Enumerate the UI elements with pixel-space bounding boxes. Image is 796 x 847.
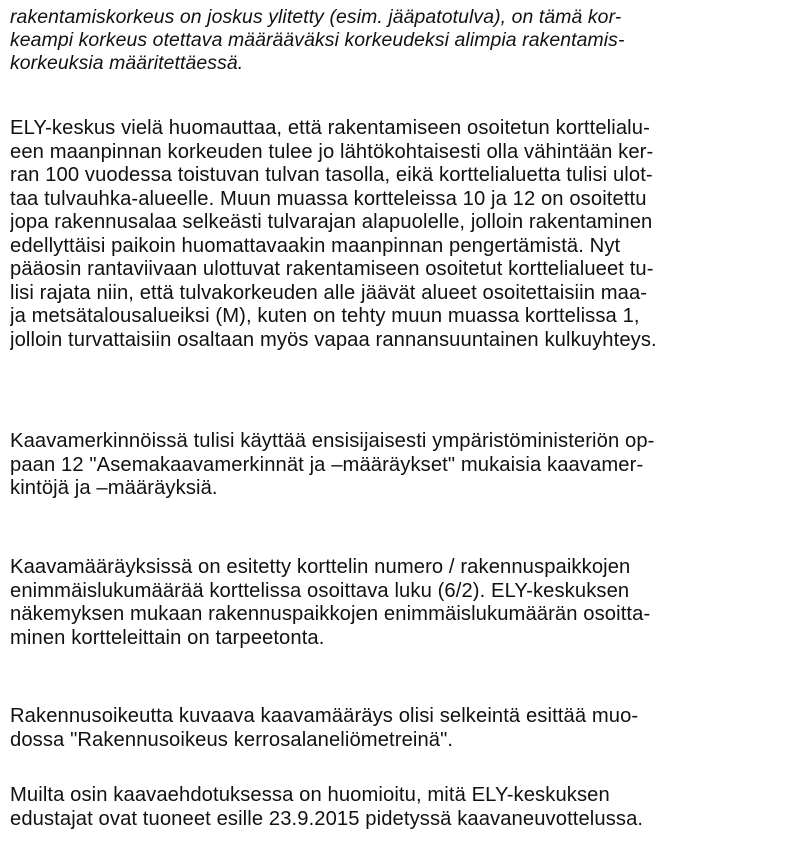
paragraph-building-rights <box>10 705 790 752</box>
text-line: edustajat ovat tuoneet esille 23.9.2015 pidetyssä kaavaneuvottelussa. <box>10 807 644 830</box>
text-line: Kaavamerkinnöissä tulisi käyttää ensisijaisesti ympäristöministeriön op- <box>10 430 655 452</box>
text-line: een maanpinnan korkeuden tulee jo lähtökohtaisesti olla vähintään ker- <box>10 140 654 163</box>
text-line: paan 12 "Asemakaavamerkinnät ja –määräykset" mukaisia kaavamer- <box>10 453 644 476</box>
text-line: ELY-keskus vielä huomauttaa, että rakentamiseen osoitetun korttelialu- <box>10 117 650 139</box>
text-line: taa tulvauhka-alueelle. Muun muassa kortteleissa 10 ja 12 on osoitettu <box>10 187 647 210</box>
text-line: dossa "Rakennusoikeus kerrosalaneliömetreinä". <box>10 728 454 751</box>
text-line: Kaavamääräyksissä on esitetty korttelin numero / rakennuspaikkojen <box>10 556 631 578</box>
paragraph-plan-regulations <box>10 556 790 650</box>
text-line: keampi korkeus otettava määrääväksi korkeudeksi alimpia rakentamis- <box>10 29 625 51</box>
text-line: korkeuksia määritettäessä. <box>10 52 244 74</box>
paragraph-otherwise <box>10 784 790 831</box>
text-line: rakentamiskorkeus on joskus ylitetty (esim. jääpatotulva), on tämä kor- <box>10 6 622 28</box>
text-line: enimmäislukumäärää korttelissa osoittava luku (6/2). ELY-keskuksen <box>10 579 630 602</box>
text-line: ja metsätalousalueiksi (M), kuten on tehty muun muassa korttelissa 1, <box>10 305 640 327</box>
text-line: minen kortteleittain on tarpeetonta. <box>10 626 325 649</box>
text-line: Rakennusoikeutta kuvaava kaavamääräys olisi selkeintä esittää muo- <box>10 705 639 727</box>
paragraph-ely-observation <box>10 117 790 352</box>
text-line: ran 100 vuodessa toistuvan tulvan tasolla, eikä korttelialuetta tulisi ulot- <box>10 164 653 186</box>
text-line: näkemyksen mukaan rakennuspaikkojen enimmäislukumäärän osoitta- <box>10 603 651 625</box>
text-line: Muilta osin kaavaehdotuksessa on huomioitu, mitä ELY-keskuksen <box>10 784 610 806</box>
text-line: jolloin turvattaisiin osaltaan myös vapaa rannansuuntainen kulkuyhteys. <box>10 328 657 351</box>
text-line: lisi rajata niin, että tulvakorkeuden alle jäävät alueet osoitettaisiin maa- <box>10 281 648 304</box>
text-line: kintöjä ja –määräyksiä. <box>10 477 218 499</box>
text-line: pääosin rantaviivaan ulottuvat rakentamiseen osoitetut korttelialueet tu- <box>10 258 654 280</box>
text-line: edellyttäisi paikoin huomattavaakin maanpinnan pengertämistä. Nyt <box>10 234 621 257</box>
paragraph-plan-markings <box>10 430 790 501</box>
text-line: jopa rakennusalaa selkeästi tulvarajan alapuolelle, jolloin rakentaminen <box>10 211 653 233</box>
paragraph-intro <box>10 6 790 75</box>
